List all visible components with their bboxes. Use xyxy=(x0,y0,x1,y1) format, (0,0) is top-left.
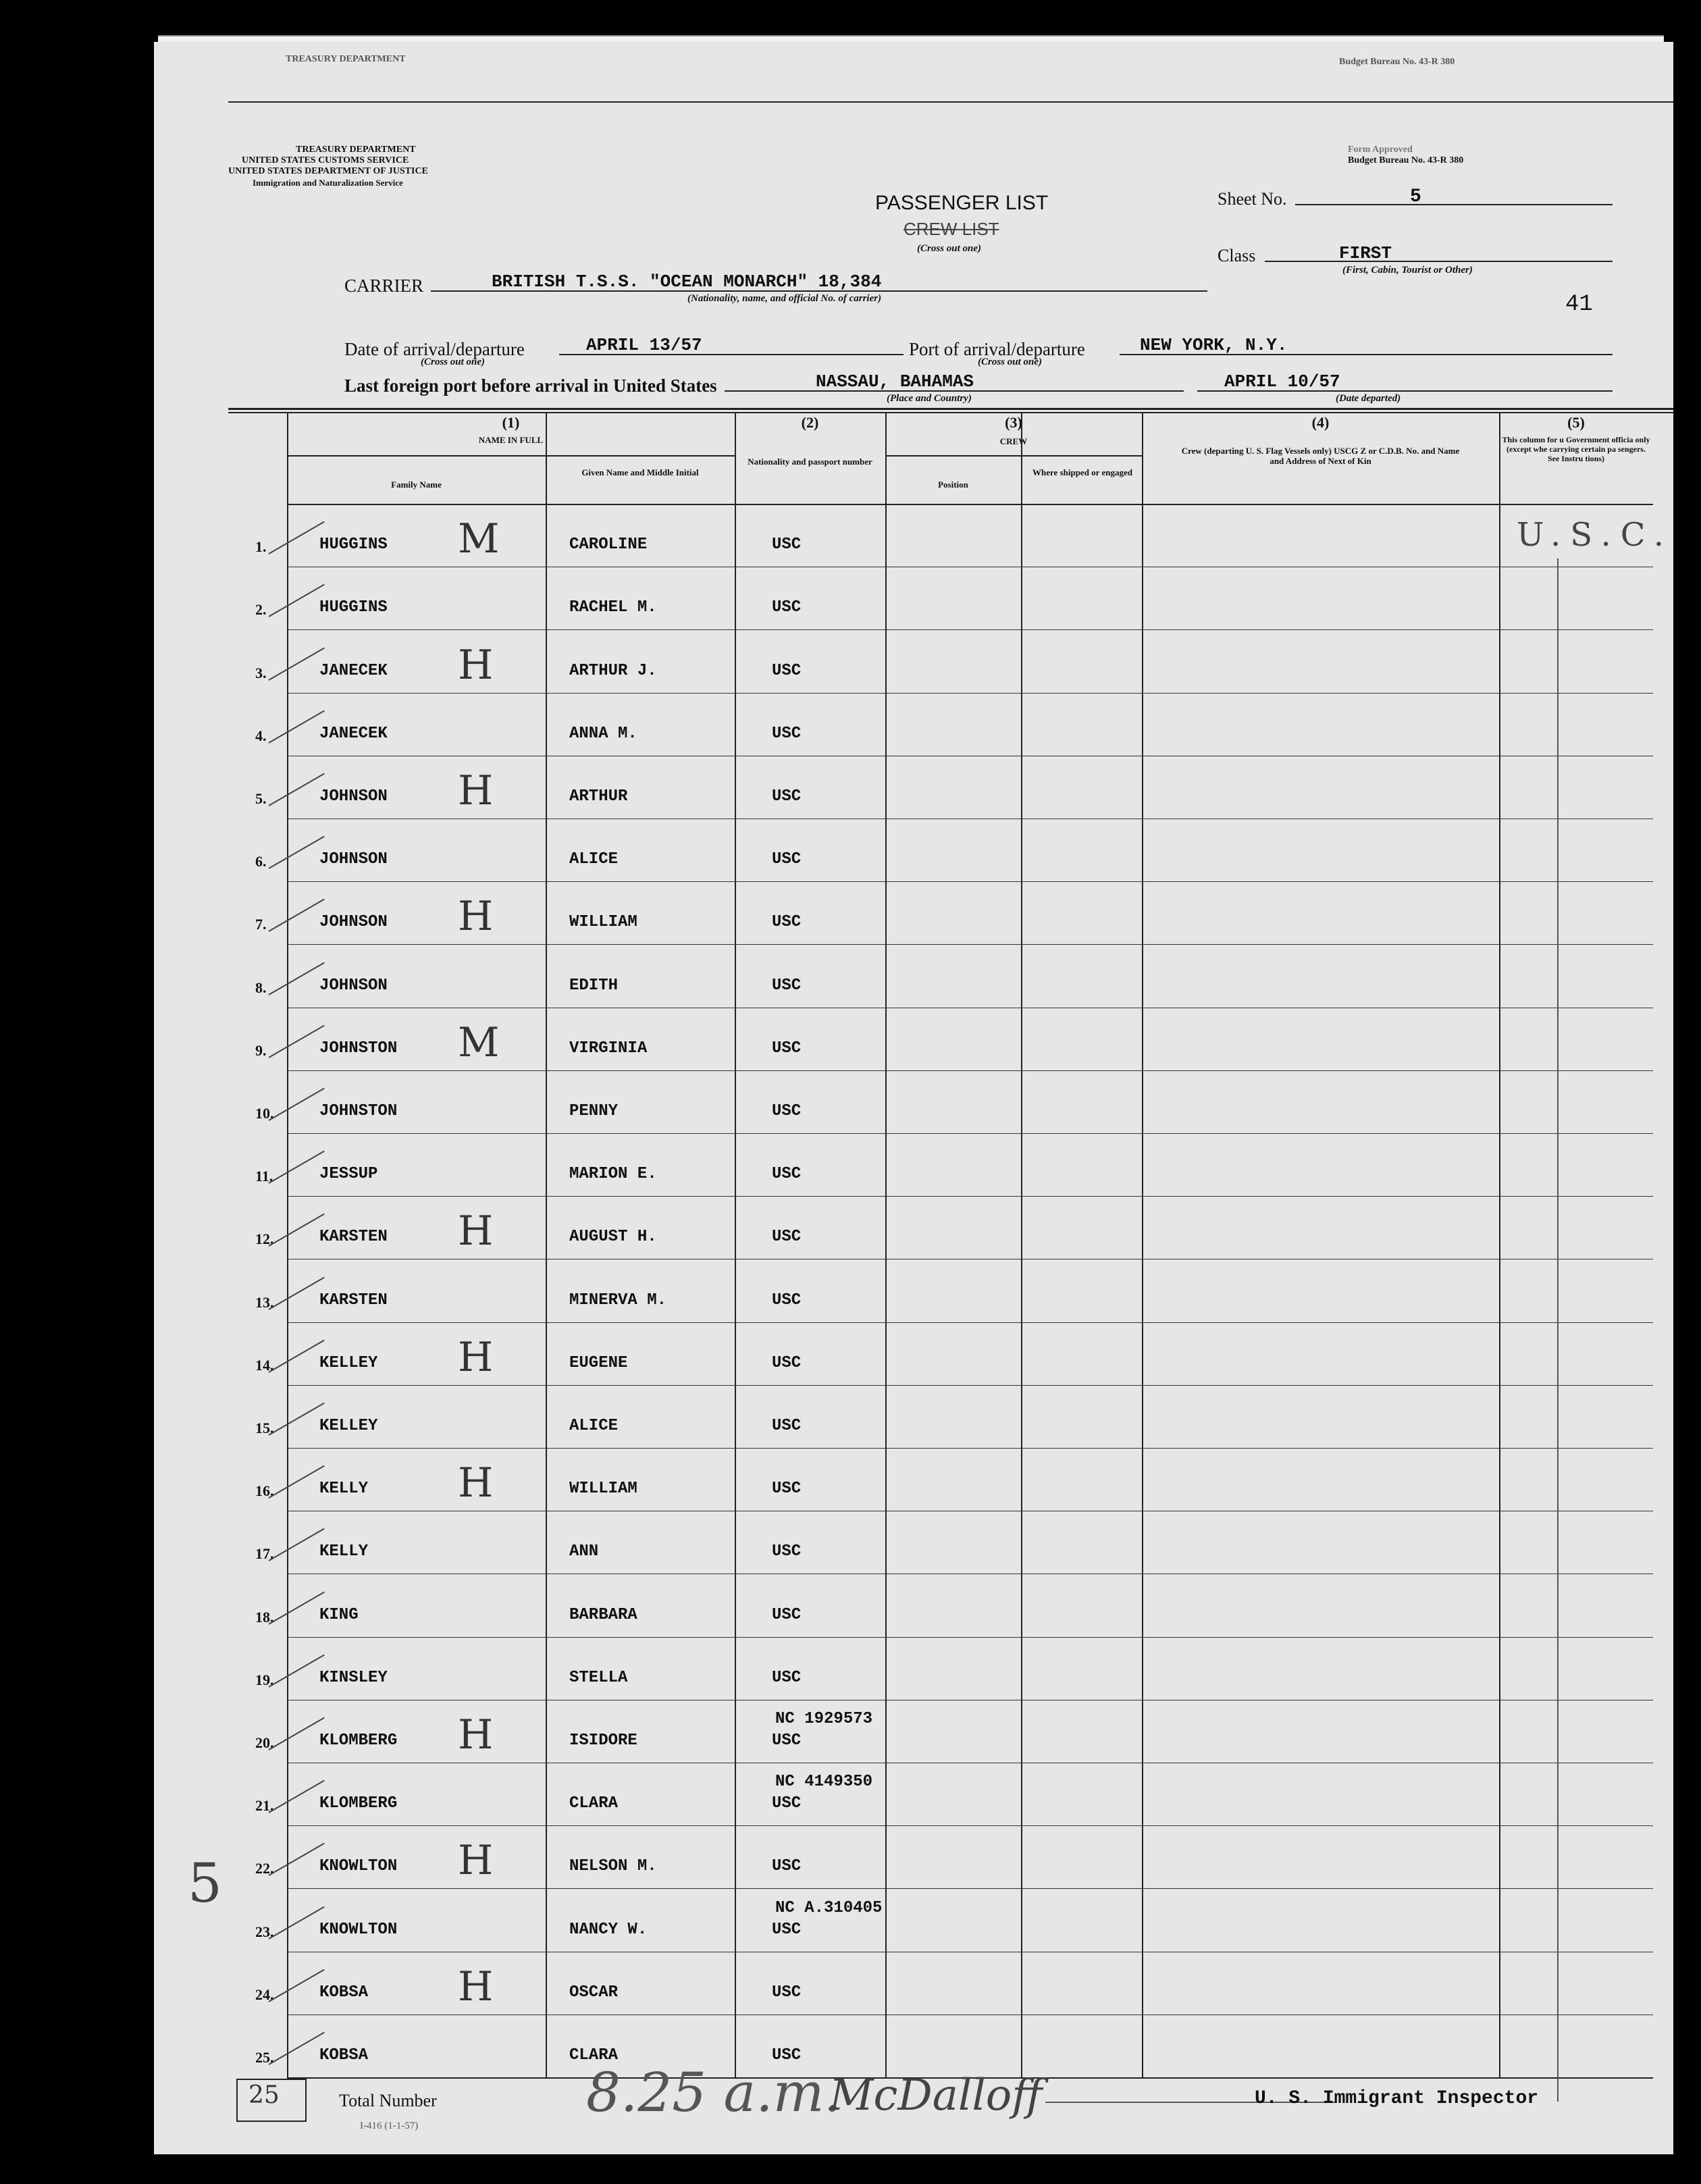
check-stroke xyxy=(269,1591,325,1624)
check-stroke xyxy=(269,1151,325,1184)
agency-line2: UNITED STATES CUSTOMS SERVICE xyxy=(242,155,409,165)
family-name: JOHNSTON xyxy=(319,1102,398,1120)
budget-line2: Budget Bureau No. 43-R 380 xyxy=(1348,155,1464,165)
departed-note: (Date departed) xyxy=(1336,393,1401,404)
given-name: CAROLINE xyxy=(569,536,648,554)
row-number: 25. xyxy=(255,2049,274,2066)
name-header-rule xyxy=(287,455,735,457)
nationality: USC xyxy=(772,1228,802,1247)
passport-number: NC 1929573 xyxy=(775,1710,873,1728)
family-name: KARSTEN xyxy=(319,1291,388,1309)
row-rule xyxy=(287,1322,1653,1323)
agency-line4: Immigration and Naturalization Service xyxy=(253,178,403,188)
family-name: KNOWLTON xyxy=(319,1857,398,1876)
passport-number: NC A.310405 xyxy=(775,1898,883,1917)
given-name: ISIDORE xyxy=(569,1732,637,1750)
col3-shipped-header: Where shipped or engaged xyxy=(1032,467,1132,477)
nationality: USC xyxy=(772,1983,802,2002)
port-label: Port of arrival/departure xyxy=(909,339,1085,359)
row-number: 5. xyxy=(255,790,267,807)
inspector-signature: McDalloff xyxy=(829,2071,1043,2121)
given-name: ANN xyxy=(569,1542,599,1561)
given-name: CLARA xyxy=(569,2046,619,2064)
family-name: KNOWLTON xyxy=(319,1920,398,1939)
nationality: USC xyxy=(772,1605,802,1624)
given-name: NANCY W. xyxy=(569,1920,648,1939)
family-name: KARSTEN xyxy=(319,1228,388,1247)
col5-number: (5) xyxy=(1567,414,1585,431)
nationality: USC xyxy=(772,1480,802,1499)
row-number: 17. xyxy=(255,1545,274,1563)
family-name: KING xyxy=(319,1605,359,1624)
row-rule xyxy=(287,1825,1653,1826)
family-name: KELLY xyxy=(319,1542,369,1561)
budget-line1: Form Approved xyxy=(1348,145,1413,155)
nationality: USC xyxy=(772,661,802,680)
carrier-note: (Nationality, name, and official No. of carrier) xyxy=(687,293,882,304)
check-stroke xyxy=(269,710,325,743)
handwritten-mark: H xyxy=(458,1207,494,1255)
given-name: ANNA M. xyxy=(569,724,637,743)
form-number: I-416 (1-1-57) xyxy=(360,2121,419,2131)
nationality: USC xyxy=(772,2046,802,2064)
row-rule xyxy=(287,818,1653,819)
table-column-line xyxy=(885,412,887,2077)
row-number: 2. xyxy=(255,601,267,619)
row-rule xyxy=(287,693,1653,694)
row-number: 11. xyxy=(255,1168,273,1185)
handwritten-mark: H xyxy=(458,1333,494,1381)
row-number: 8. xyxy=(255,979,267,996)
agency-line3: UNITED STATES DEPARTMENT OF JUSTICE xyxy=(228,166,428,176)
check-stroke xyxy=(269,1024,325,1058)
check-stroke xyxy=(269,1654,325,1687)
given-name: EUGENE xyxy=(569,1353,628,1372)
row-rule xyxy=(287,881,1653,882)
nationality: USC xyxy=(772,913,802,932)
handwritten-mark: H xyxy=(458,641,494,689)
inspector-label: U. S. Immigrant Inspector xyxy=(1255,2088,1539,2109)
row-rule xyxy=(287,629,1653,630)
check-stroke xyxy=(269,899,325,932)
port-value: NEW YORK, N.Y. xyxy=(1140,335,1288,355)
table-column-line xyxy=(1021,412,1022,2077)
margin-number-handwritten: 5 xyxy=(188,1852,222,1915)
given-name: VIRGINIA xyxy=(569,1039,648,1058)
check-stroke xyxy=(269,584,325,617)
table-top-rule-2 xyxy=(228,412,1673,413)
col1-family-header: Family Name xyxy=(391,479,442,490)
given-name: NELSON M. xyxy=(569,1857,657,1876)
class-note: (First, Cabin, Tourist or Other) xyxy=(1342,265,1473,276)
row-rule xyxy=(287,1385,1653,1386)
col1-given-header: Given Name and Middle Initial xyxy=(581,467,699,477)
handwritten-mark: M xyxy=(458,1018,500,1066)
departed-value: APRIL 10/57 xyxy=(1224,371,1340,392)
family-name: JESSUP xyxy=(319,1165,378,1184)
family-name: JANECEK xyxy=(319,661,388,680)
page-number: 41 xyxy=(1565,292,1593,317)
col1-title: NAME IN FULL xyxy=(478,435,544,445)
nationality: USC xyxy=(772,598,802,617)
check-stroke xyxy=(269,1339,325,1372)
port-note: (Cross out one) xyxy=(978,357,1043,367)
family-name: KELLEY xyxy=(319,1353,378,1372)
family-name: KLOMBERG xyxy=(319,1732,398,1750)
check-stroke xyxy=(269,773,325,806)
check-stroke xyxy=(269,1843,325,1876)
nationality: USC xyxy=(772,1291,802,1309)
col3-number: (3) xyxy=(1005,414,1022,431)
nationality: USC xyxy=(772,1039,802,1058)
check-stroke xyxy=(269,1088,325,1121)
family-name: JANECEK xyxy=(319,724,388,743)
passport-number: NC 4149350 xyxy=(775,1773,873,1792)
nationality: USC xyxy=(772,536,802,554)
last-port-value: NASSAU, BAHAMAS xyxy=(816,371,974,392)
check-stroke xyxy=(269,1276,325,1309)
col2-title: Nationality and passport number xyxy=(748,457,872,467)
top-cut-budget: Budget Bureau No. 43-R 380 xyxy=(1339,57,1455,67)
family-name: JOHNSON xyxy=(319,913,388,932)
row-number: 13. xyxy=(255,1293,274,1311)
check-stroke xyxy=(269,836,325,869)
table-column-line xyxy=(1142,412,1143,2077)
given-name: CLARA xyxy=(569,1794,619,1813)
given-name: EDITH xyxy=(569,976,619,995)
last-port-label: Last foreign port before arrival in United States xyxy=(344,375,717,396)
nationality: USC xyxy=(772,1920,802,1939)
given-name: OSCAR xyxy=(569,1983,619,2002)
given-name: PENNY xyxy=(569,1102,619,1120)
title-note: (Cross out one) xyxy=(917,243,982,254)
total-handwritten: 25 xyxy=(248,2081,280,2109)
nationality: USC xyxy=(772,1102,802,1120)
passenger-table xyxy=(154,42,1673,2154)
given-name: ARTHUR J. xyxy=(569,661,657,680)
check-stroke xyxy=(269,962,325,995)
table-column-line xyxy=(546,412,547,2077)
family-name: JOHNSON xyxy=(319,850,388,869)
check-stroke xyxy=(269,2032,325,2065)
class-label: Class xyxy=(1218,246,1256,265)
title-passenger-list: PASSENGER LIST xyxy=(875,192,1049,214)
check-stroke xyxy=(269,1465,325,1499)
nationality: USC xyxy=(772,1668,802,1687)
row-number: 9. xyxy=(255,1041,267,1059)
family-name: KLOMBERG xyxy=(319,1794,398,1813)
check-stroke xyxy=(269,1214,325,1247)
family-name: KELLY xyxy=(319,1480,369,1499)
given-name: WILLIAM xyxy=(569,913,637,932)
family-name: HUGGINS xyxy=(319,598,388,617)
col4-number: (4) xyxy=(1311,414,1330,431)
row-number: 10. xyxy=(255,1105,274,1122)
check-stroke xyxy=(269,1717,325,1750)
nationality: USC xyxy=(772,1794,802,1813)
row-number: 20. xyxy=(255,1734,274,1751)
date-note: (Cross out one) xyxy=(421,357,486,367)
nationality: USC xyxy=(772,1542,802,1561)
row-number: 21. xyxy=(255,1797,274,1815)
col2-number: (2) xyxy=(801,414,819,431)
family-name: KOBSA xyxy=(319,2046,369,2064)
family-name: KINSLEY xyxy=(319,1668,388,1687)
date-value: APRIL 13/57 xyxy=(586,335,702,355)
handwritten-mark: H xyxy=(458,1962,494,2010)
check-stroke xyxy=(269,1906,325,1939)
sheet-value: 5 xyxy=(1410,186,1421,207)
nationality: USC xyxy=(772,787,802,806)
row-number: 23. xyxy=(255,1923,274,1940)
handwritten-mark: H xyxy=(458,1837,494,1885)
carrier-value: BRITISH T.S.S. "OCEAN MONARCH" 18,384 xyxy=(492,271,882,292)
row-rule xyxy=(287,2014,1653,2015)
family-name: KELLEY xyxy=(319,1417,378,1435)
row-number: 18. xyxy=(255,1608,274,1626)
row-rule xyxy=(287,944,1653,945)
last-port-note: (Place and Country) xyxy=(887,393,972,404)
header-bottom-rule xyxy=(287,504,1653,505)
passenger-list-document xyxy=(154,42,1673,2154)
date-label: Date of arrival/departure xyxy=(344,339,525,359)
table-column-line xyxy=(735,412,736,2077)
check-stroke xyxy=(269,1528,325,1561)
nationality: USC xyxy=(772,1165,802,1184)
row-number: 15. xyxy=(255,1420,274,1436)
check-stroke xyxy=(269,521,325,554)
given-name: WILLIAM xyxy=(569,1480,637,1499)
row-rule xyxy=(287,1448,1653,1449)
col5-usc-handwritten: U.S.C. xyxy=(1517,516,1674,554)
given-name: ALICE xyxy=(569,850,619,869)
nationality: USC xyxy=(772,1417,802,1435)
crew-header-split xyxy=(1021,455,1022,504)
name-header-split xyxy=(546,455,547,504)
check-stroke xyxy=(269,647,325,680)
check-stroke xyxy=(269,1780,325,1813)
nationality: USC xyxy=(772,724,802,743)
row-number: 19. xyxy=(255,1671,274,1688)
family-name: JOHNSON xyxy=(319,976,388,995)
table-column-line xyxy=(287,412,288,2077)
row-number: 4. xyxy=(255,727,267,744)
handwritten-mark: H xyxy=(458,1711,494,1759)
col5-vertical-stroke xyxy=(1557,558,1559,2102)
row-number: 16. xyxy=(255,1482,274,1500)
row-number: 3. xyxy=(255,664,267,681)
class-value: FIRST xyxy=(1339,243,1392,263)
carrier-label: CARRIER xyxy=(344,276,424,296)
row-rule xyxy=(287,1070,1653,1071)
nationality: USC xyxy=(772,850,802,869)
col3-position-header: Position xyxy=(938,479,968,490)
given-name: BARBARA xyxy=(569,1605,637,1624)
total-label: Total Number xyxy=(339,2091,437,2110)
title-crew-list: CREW LIST xyxy=(904,219,999,239)
check-stroke xyxy=(269,1403,325,1436)
given-name: STELLA xyxy=(569,1668,628,1687)
check-stroke xyxy=(269,1969,325,2002)
handwritten-mark: H xyxy=(458,893,494,941)
row-number: 24. xyxy=(255,1985,274,2003)
handwritten-mark: M xyxy=(458,515,500,563)
row-number: 1. xyxy=(255,538,267,556)
given-name: MINERVA M. xyxy=(569,1291,667,1309)
row-number: 14. xyxy=(255,1356,274,1374)
nationality: USC xyxy=(772,1857,802,1876)
col5-title: This column for u Government officia only (except whe carrying certain pa sengers. See Instru tions) xyxy=(1502,435,1650,463)
handwritten-mark: H xyxy=(458,767,494,814)
row-number: 7. xyxy=(255,916,267,933)
row-number: 22. xyxy=(255,1860,274,1877)
row-rule xyxy=(287,1133,1653,1134)
handwritten-mark: H xyxy=(458,1459,494,1507)
nationality: USC xyxy=(772,976,802,995)
family-name: KOBSA xyxy=(319,1983,369,2002)
table-column-line xyxy=(1499,412,1500,2077)
family-name: JOHNSTON xyxy=(319,1039,398,1058)
given-name: RACHEL M. xyxy=(569,598,657,617)
family-name: HUGGINS xyxy=(319,536,388,554)
row-number: 12. xyxy=(255,1230,274,1248)
given-name: ALICE xyxy=(569,1417,619,1435)
sheet-label: Sheet No. xyxy=(1218,189,1287,209)
row-rule xyxy=(287,1888,1653,1889)
nationality: USC xyxy=(772,1732,802,1750)
given-name: AUGUST H. xyxy=(569,1228,657,1247)
arrival-time-handwritten: 8.25 a.m. xyxy=(586,2061,841,2124)
table-top-rule xyxy=(228,408,1673,410)
crew-header-rule xyxy=(885,455,1142,457)
row-number: 6. xyxy=(255,853,267,870)
nationality: USC xyxy=(772,1353,802,1372)
family-name: JOHNSON xyxy=(319,787,388,806)
row-rule xyxy=(287,1196,1653,1197)
row-rule xyxy=(287,1637,1653,1638)
agency-line1: TREASURY DEPARTMENT xyxy=(296,145,416,155)
given-name: MARION E. xyxy=(569,1165,657,1184)
given-name: ARTHUR xyxy=(569,787,628,806)
col3-title: CREW xyxy=(999,436,1028,446)
col4-title: Crew (departing U. S. Flag Vessels only) USCG Z or C.D.B. No. and Name and Address of Next of Kin xyxy=(1181,446,1460,466)
col1-number: (1) xyxy=(502,414,520,431)
top-cut-agency: TREASURY DEPARTMENT xyxy=(286,54,406,64)
